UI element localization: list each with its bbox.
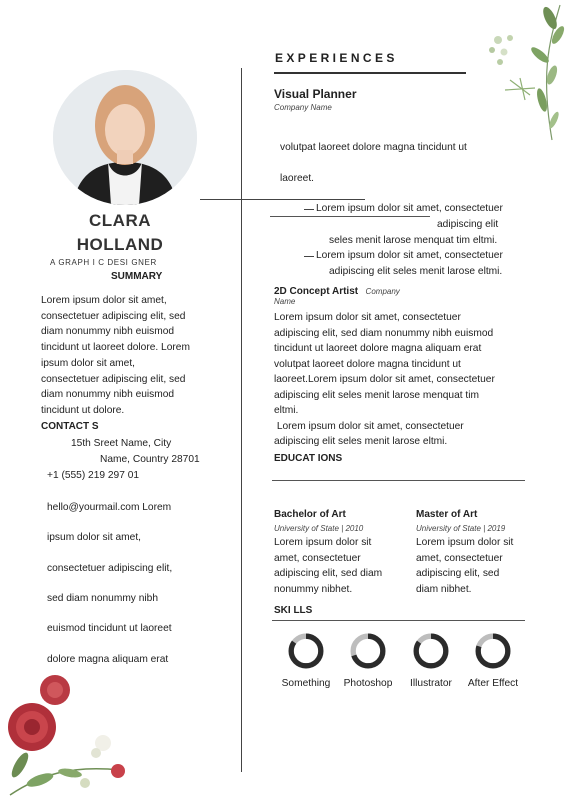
summary-heading: SUMMARY: [111, 271, 163, 282]
flower-decoration-bottom-left: [0, 665, 135, 800]
job2-line: adipiscing elit, sed diam nonummy nibh euismod: [274, 327, 494, 339]
degree-school: University of State | 2019: [416, 524, 506, 533]
skill-donut: [350, 633, 386, 669]
job1-title: Visual Planner: [274, 87, 357, 101]
summary-line: diam nonummy nibh euismod: [41, 389, 175, 401]
degree-school: University of State | 2010: [274, 524, 364, 533]
job2-line: Lorem ipsum dolor sit amet, consectetuer: [274, 312, 461, 323]
degree-line: adipiscing elit, sed: [416, 568, 500, 579]
job1-company: Company Name: [274, 103, 332, 112]
summary-line: Lorem ipsum dolor sit amet,: [41, 295, 167, 306]
contact-address-2: Name, Country 28701: [100, 454, 200, 465]
skill-donut: [475, 633, 511, 669]
degree-title: Master of Art: [416, 509, 478, 520]
contact-text-line: sed diam nonummy nibh: [47, 593, 158, 604]
job2-company-2: Name: [274, 297, 296, 306]
skill-label: Something: [281, 678, 331, 689]
degree-line: Lorem ipsum dolor sit: [416, 537, 514, 548]
job1-line: volutpat laoreet dolore magna tincidunt ut: [280, 142, 467, 153]
skill-donut: [413, 633, 449, 669]
experiences-heading: EXPERIENCES: [275, 51, 398, 65]
contact-text-line: consectetuer adipiscing elit,: [47, 563, 173, 574]
degree-description: [416, 535, 546, 597]
avatar: [53, 70, 197, 205]
skill-label: After Effect: [467, 678, 519, 689]
job2-company: Company: [365, 287, 400, 296]
leaf-decoration-top-right: [480, 0, 566, 145]
job1-bullet: adipiscing elit seles menit larose eltmi.: [329, 266, 503, 277]
education-item: [274, 509, 414, 597]
job2-line: tincidunt ut laoreet dolore magna aliquam erat: [274, 343, 482, 354]
job2-line: volutpat laoreet dolore magna tincidunt ut: [274, 358, 461, 370]
cross-divider: [200, 199, 365, 200]
summary-line: tincidunt ut dolore.: [41, 404, 125, 416]
job2-line: eltmi.: [274, 405, 299, 416]
contact-email-line[interactable]: hello@yourmail.com Lorem: [47, 502, 172, 513]
summary-line: tincidunt ut laoreet dolore. Lorem: [41, 342, 190, 354]
job1-line: laoreet.: [280, 173, 314, 184]
column-divider: [241, 68, 242, 772]
education-heading: EDUCAT IONS: [274, 453, 343, 464]
summary-text: [41, 293, 226, 419]
bullet-dash: [304, 209, 314, 210]
bullet-dash: [304, 256, 314, 257]
summary-line: ipsum dolor sit amet,: [41, 357, 135, 369]
summary-line: consectetuer adipiscing elit, sed: [41, 373, 186, 385]
degree-line: diam nibhet.: [416, 583, 472, 595]
bullet-underline: [270, 216, 430, 217]
job1-bullet: adipiscing elit: [437, 219, 499, 230]
job1-bullet: Lorem ipsum dolor sit amet, consectetuer: [316, 203, 503, 214]
education-item: [416, 509, 546, 597]
job2-line: adipiscing elit seles menit larose menquat tim: [274, 389, 479, 401]
summary-line: consectetuer adipiscing elit, sed: [41, 310, 186, 322]
job2-line: adipiscing elit seles menit larose eltmi.: [274, 436, 448, 447]
job1-bullet: Lorem ipsum dolor sit amet, consectetuer: [316, 250, 503, 261]
job1-bullet: seles menit larose menquat tim eltmi.: [329, 235, 498, 246]
degree-line: nonummy nibhet.: [274, 583, 353, 595]
skills-divider: [272, 620, 525, 621]
contact-text-line: dolore magna aliquam erat: [47, 654, 169, 665]
contact-phone: +1 (555) 219 297 01: [47, 470, 140, 481]
degree-line: amet, consectetuer: [416, 552, 503, 564]
contact-text-line: ipsum dolor sit amet,: [47, 532, 141, 543]
skills-heading: SKI LLS: [274, 605, 313, 616]
last-name: HOLLAND: [76, 235, 164, 254]
job-title: A GRAPH I C DESI GNER: [50, 258, 157, 267]
education-divider: [272, 480, 525, 481]
skill-donut: [288, 633, 324, 669]
experiences-underline: [274, 72, 466, 74]
degree-line: amet, consectetuer: [274, 552, 361, 564]
degree-line: adipiscing elit, sed diam: [274, 568, 383, 579]
first-name: CLARA: [89, 211, 151, 230]
job2-description: [274, 310, 544, 450]
job2-title: 2D Concept Artist: [274, 286, 359, 297]
degree-title: Bachelor of Art: [274, 509, 346, 520]
skill-label: Photoshop: [343, 678, 393, 689]
contact-address-1: 15th Sreet Name, City: [71, 438, 172, 449]
degree-description: [274, 535, 414, 597]
profile-photo: [53, 70, 197, 205]
summary-line: diam nonummy nibh euismod: [41, 326, 175, 338]
contacts-heading: CONTACT S: [41, 421, 99, 432]
skill-label: Illustrator: [410, 678, 452, 689]
job2-line: laoreet.Lorem ipsum dolor sit amet, consectetuer: [274, 374, 495, 385]
degree-line: Lorem ipsum dolor sit: [274, 537, 372, 548]
job2-line: Lorem ipsum dolor sit amet, consectetuer: [274, 420, 464, 432]
contact-text-line: euismod tincidunt ut laoreet: [47, 623, 172, 634]
